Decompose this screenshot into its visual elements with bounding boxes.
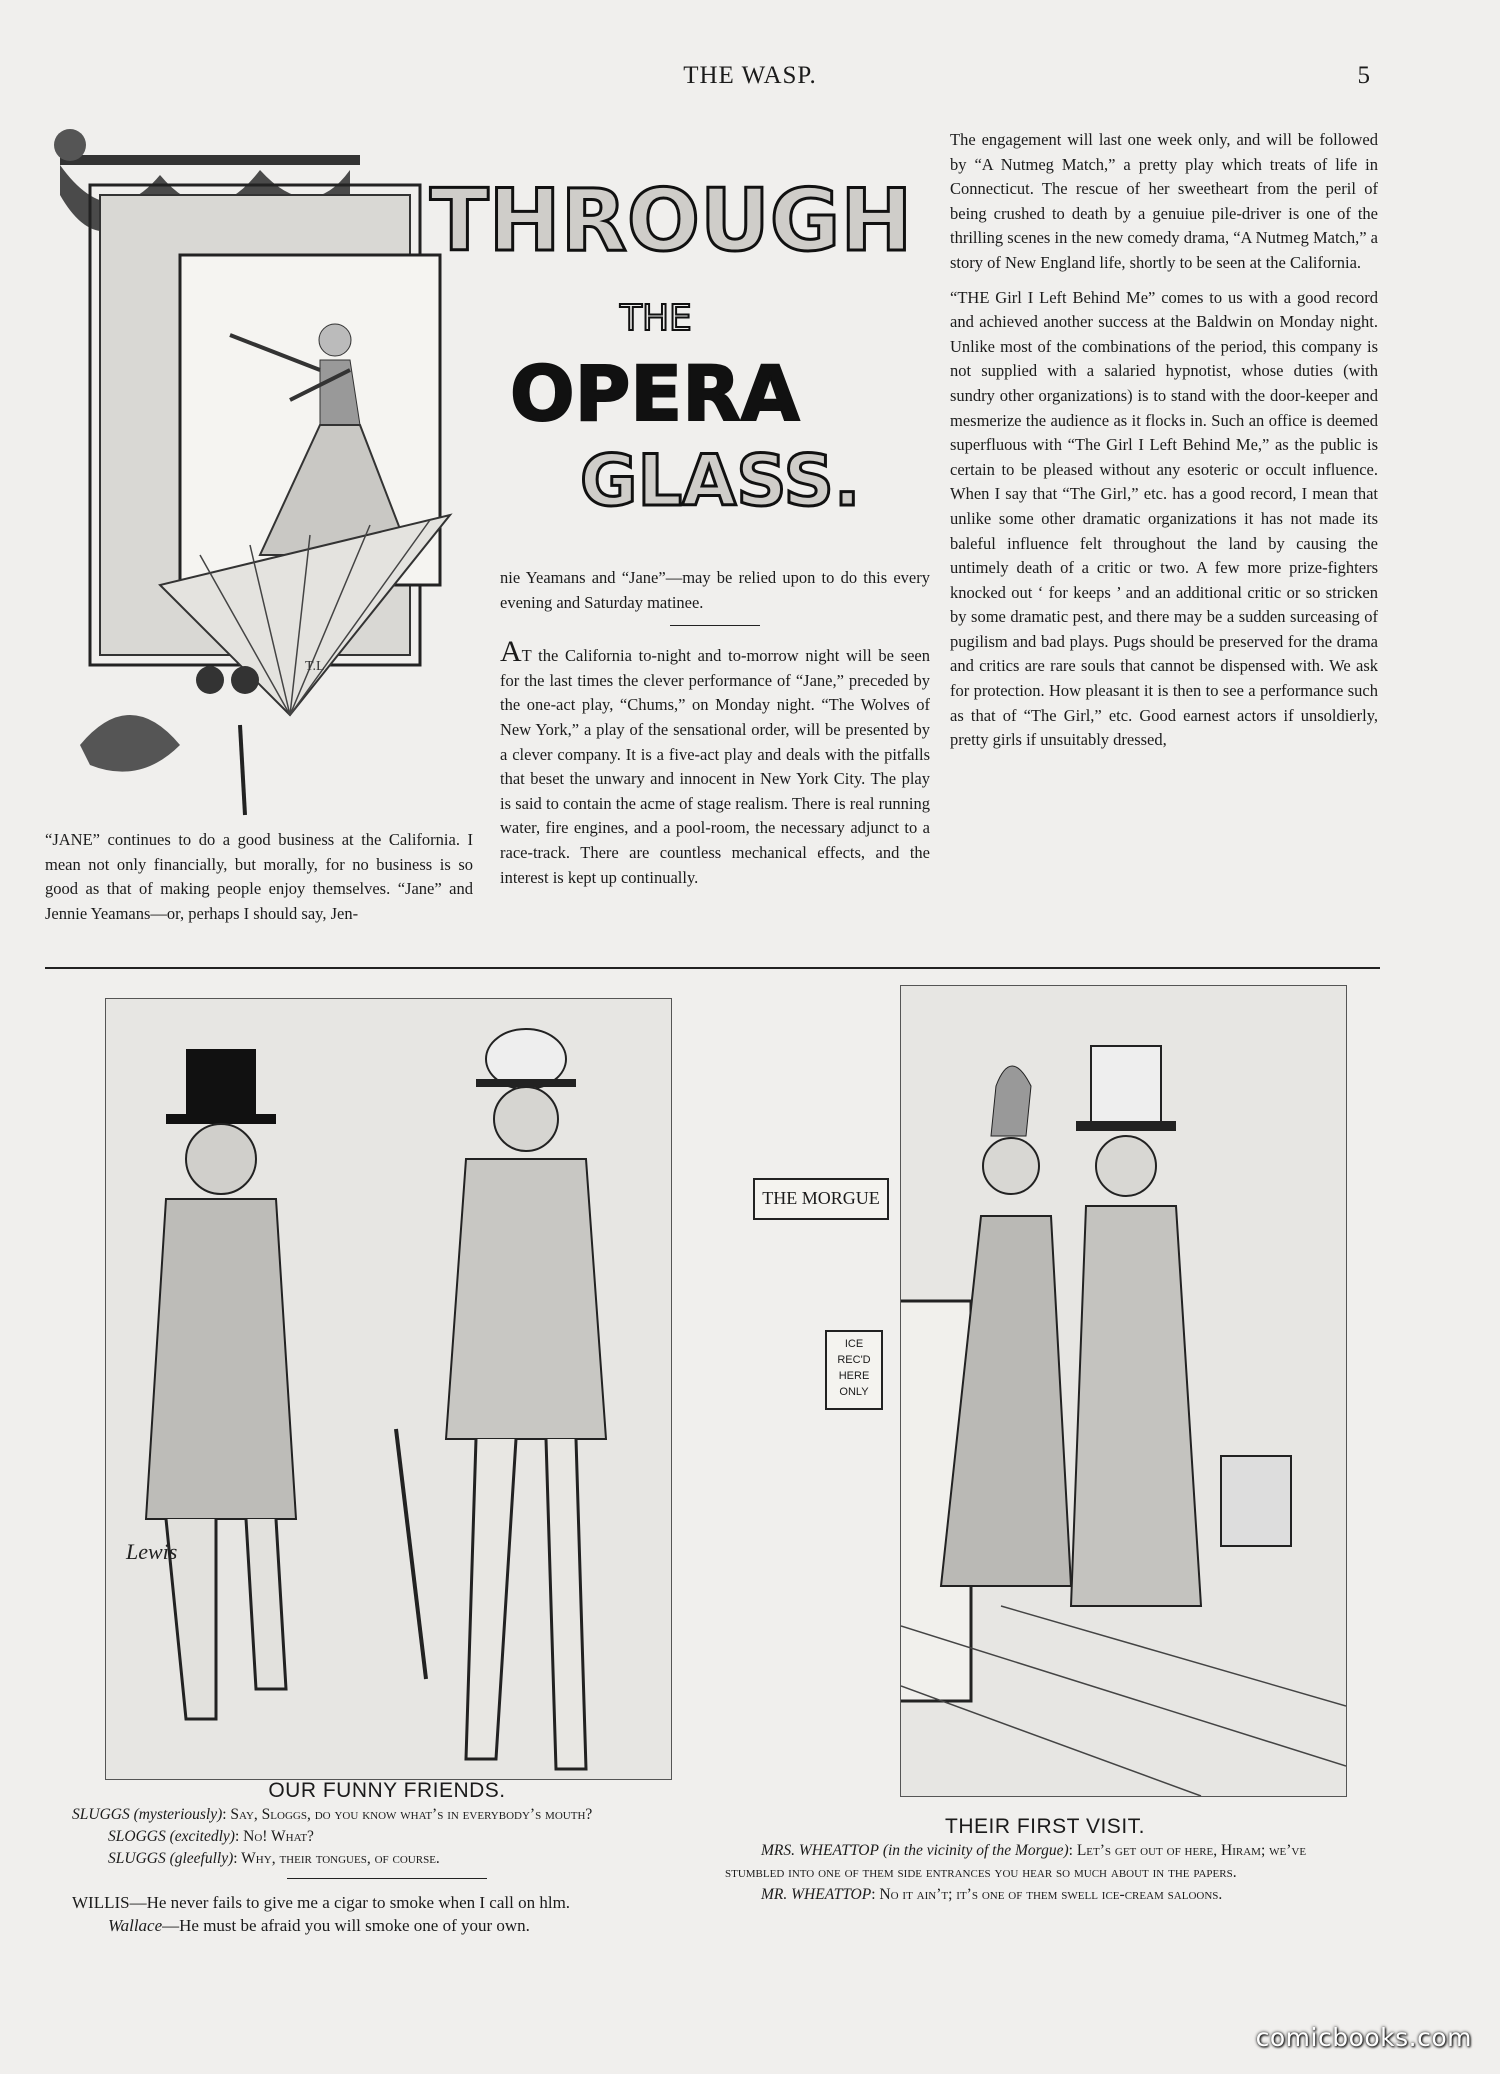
- two-gentlemen-drawing: [106, 999, 671, 1779]
- dialog-text: : Why, their tongues, of course.: [233, 1850, 440, 1867]
- sign-the-morgue: [753, 1178, 889, 1220]
- sign-ice-received-text: ICE REC'D HERE ONLY: [837, 1338, 871, 1398]
- title-word-glass: GLASS.: [580, 440, 861, 522]
- dropcap: A: [500, 635, 522, 669]
- joke-text: —He never fails to give me a cigar to smoke when I call on hlm.: [129, 1893, 571, 1912]
- title-word-the: THE: [620, 298, 692, 339]
- joke-line: [72, 1914, 702, 1937]
- sign-ice-received: [825, 1330, 883, 1410]
- speaker-name: MR. WHEATTOP: [761, 1886, 872, 1903]
- cartoon-their-first-visit: [900, 985, 1347, 1797]
- page-number: 5: [1357, 62, 1370, 89]
- masthead: THE WASP.: [683, 62, 817, 89]
- col2-paragraph-2: [500, 635, 930, 890]
- joke-text: —He must be afraid you will smoke one of your own.: [162, 1916, 530, 1935]
- dialog-text: : No it ain’t; it’s one of them swell ice-cream saloons.: [871, 1886, 1223, 1903]
- caption-title: OUR FUNNY FRIENDS.: [268, 1779, 506, 1802]
- joke-speaker: Wallace: [108, 1916, 163, 1935]
- section-divider: [670, 625, 760, 626]
- col2-paragraph-1: nie Yeamans and “Jane”—may be relied upon to do this every evening and Saturday matinee.: [500, 568, 930, 612]
- stage-direction: (in the vicinity of the Morgue): [882, 1842, 1069, 1859]
- page-divider: [45, 967, 1380, 969]
- article-column-3: [950, 128, 1378, 763]
- dialog-text: : Say, Sloggs, do you know what’s in everybody’s mouth?: [222, 1806, 593, 1823]
- col3-paragraph-1: The engagement will last one week only, and will be followed by “A Nutmeg Match,” a pretty play which treats of life in Connecticut. The rescue of her sweetheart from the peril of being crushed to death by a genuiue pile-driver is one of the thrilling scenes in the new comedy drama, “A Nutmeg Match,” a story of New England life, shortly to be seen at the California.: [950, 130, 1378, 272]
- dialog-line: [725, 1884, 1365, 1906]
- col3-paragraph-2: “THE Girl I Left Behind Me” comes to us with a good record and achieved another success at the Baldwin on Monday night. Unlike most of the combinations of the period, this company is not supplied with a salaried hypnotist, whose duties (with sundry other organizations) is to stand with the door-keeper and mesmerize the audience as it flocks in. Such an office is deemed superfluous with “The Girl I Left Behind Me,” as the public is certain to be pleased without any esoteric or occult influence. When I say that “The Girl,” etc. has a good record, I mean that unlike some other dramatic organizations it has not made its baleful influence felt throughout the land by causing the untimely death of a critic or two. A few more prize-fighters knocked out ‘ for keeps ’ and an additional critic or so stricken by some dramatic pest, and there may be a sudden surceasing of pugilism and bad plays. Pugs should be preserved for the drama and critics are rare souls that cannot be dispensed with. We ask for protection. How pleasant it is then to see a performance such as that of “The Girl,” etc. Good earnest actors if unsoldierly, pretty girls if unsuitably dressed,: [950, 287, 1378, 750]
- stage-direction: (mysteriously): [133, 1806, 223, 1823]
- cartoon-our-funny-friends: [105, 998, 672, 1780]
- dialog-line: [72, 1804, 702, 1826]
- morgue-visit-drawing: [901, 986, 1346, 1796]
- title-lettering-art: [420, 150, 920, 530]
- joke-line: [72, 1891, 702, 1914]
- sign-the-morgue-text: THE MORGUE: [762, 1188, 880, 1208]
- speaker-name: MRS. WHEATTOP: [761, 1842, 879, 1859]
- dialog-text: : Let’s get out of here, Hiram; we’ve stumbled into one of them side entrances you hear so much about in the papers.: [725, 1842, 1307, 1881]
- dialog-line: [72, 1826, 702, 1848]
- caption-title: THEIR FIRST VISIT.: [945, 1815, 1145, 1838]
- dialog-line: [725, 1840, 1365, 1884]
- speaker-name: SLOGGS: [108, 1828, 166, 1845]
- col2-paragraph-2-text: T the California to-night and to-morrow night will be seen for the last times the clever performance of “Jane,” preceded by the one-act play, “Chums,” on Monday night. “The Wolves of New York,” a play of the sensational order, will be presented by a clever company. It is a five-act play and deals with the pitfalls that beset the unwary and innocent in New York City. The play is said to contain the acme of stage realism. There is real running water, fire engines, and a pool-room, the necessary adjunct to a race-track. There are countless mechanical effects, and the interest is kept up continually.: [500, 646, 930, 887]
- caption-their-first-visit: [725, 1816, 1365, 1906]
- dialog-line: [72, 1848, 702, 1870]
- title-word-through: THROUGH: [430, 171, 913, 271]
- stage-direction: (gleefully): [169, 1850, 234, 1867]
- caption-divider: [287, 1878, 487, 1879]
- joke-speaker: WILLIS: [72, 1893, 130, 1912]
- article-column-1: [45, 828, 473, 936]
- speaker-name: SLUGGS: [72, 1806, 130, 1823]
- watermark: comicbooks.com: [1255, 2023, 1472, 2052]
- title-lettering: [420, 150, 920, 530]
- speaker-name: SLUGGS: [108, 1850, 166, 1867]
- caption-our-funny-friends: [72, 1780, 702, 1937]
- artist-signature: Lewis: [126, 1539, 178, 1564]
- artist-initials: T.L.: [305, 659, 329, 674]
- title-word-opera: OPERA: [510, 349, 800, 438]
- article-column-2: [500, 566, 930, 900]
- dialog-text: : No! What?: [234, 1828, 314, 1845]
- col1-paragraph: “JANE” continues to do a good business at the California. I mean not only financially, but morally, for no business is so good as that of making people enjoy themselves. “Jane” and Jennie Yeamans—or, perhaps I should say, Jen-: [45, 830, 473, 923]
- stage-direction: (excitedly): [169, 1828, 235, 1845]
